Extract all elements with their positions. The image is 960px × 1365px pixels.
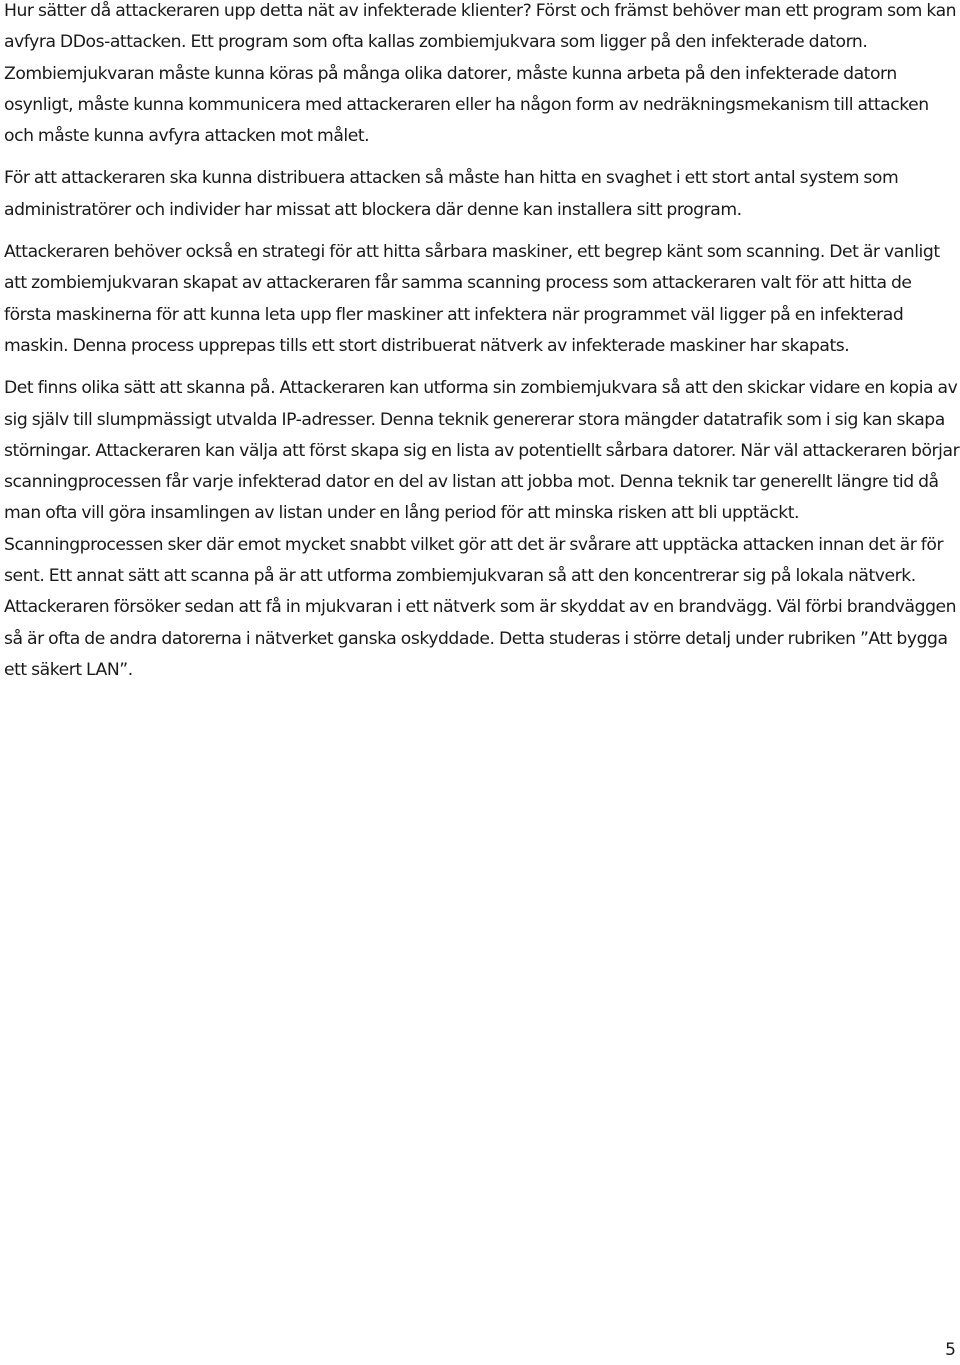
paragraph-zombie-software: Hur sätter då attackeraren upp detta nät av infekterade klienter? Först och främst behöver man ett program som kan avfyra DDos-attacken. Ett program som ofta kallas zombiemjukvara som ligger på den infekterade datorn. Zombiemjukvaran måste kunna köras på många olika datorer, måste kunna arbeta på den infekterade datorn osynligt, måste kunna kommunicera med attackeraren eller ha någon form av nedräkningsmekanism till attacken och måste kunna avfyra attacken mot målet.	[4, 1, 957, 147]
document-page	[4, 0, 960, 686]
paragraph-distribution: För att attackeraren ska kunna distribuera attacken så måste han hitta en svaghet i ett stort antal system som administratörer och individer har missat att blockera där denne kan installera sitt program.	[4, 168, 899, 220]
paragraph-scanning-strategy: Attackeraren behöver också en strategi för att hitta sårbara maskiner, ett begrep känt som scanning. Det är vanligt att zombiemjukvaran skapat av attackeraren får samma scanning process som attackeraren valt för att hitta de första maskinerna för att kunna leta upp fler maskiner att infektera när programmet väl ligger på en infekterad maskin. Denna process upprepas tills ett stort distribuerat nätverk av infekterade maskiner har skapats.	[4, 242, 940, 356]
paragraph-scanning-methods: Det finns olika sätt att skanna på. Attackeraren kan utforma sin zombiemjukvara så att den skickar vidare en kopia av sig själv till slumpmässigt utvalda IP-adresser. Denna teknik genererar stora mängder datatrafik som i sig kan skapa störningar. Attackeraren kan välja att först skapa sig en lista av potentiellt sårbara datorer. När väl attackeraren börjar scanningprocessen får varje infekterad dator en del av listan att jobba mot. Denna teknik tar generellt längre tid då man ofta vill göra insamlingen av listan under en lång period för att minska risken att bli upptäckt. Scanningprocessen sker där emot mycket snabbt vilket gör att det är svårare att upptäcka attacken innan det är för sent. Ett annat sätt att scanna på är att utforma zombiemjukvaran så att den koncentrerar sig på lokala nätverk. Attackeraren försöker sedan att få in mjukvaran i ett nätverk som är skyddat av en brandvägg. Väl förbi brandväggen så är ofta de andra datorerna i nätverket ganska oskyddade. Detta studeras i större detalj under rubriken ”Att bygga ett säkert LAN”.	[4, 378, 960, 680]
page-number: 5	[945, 1340, 956, 1360]
